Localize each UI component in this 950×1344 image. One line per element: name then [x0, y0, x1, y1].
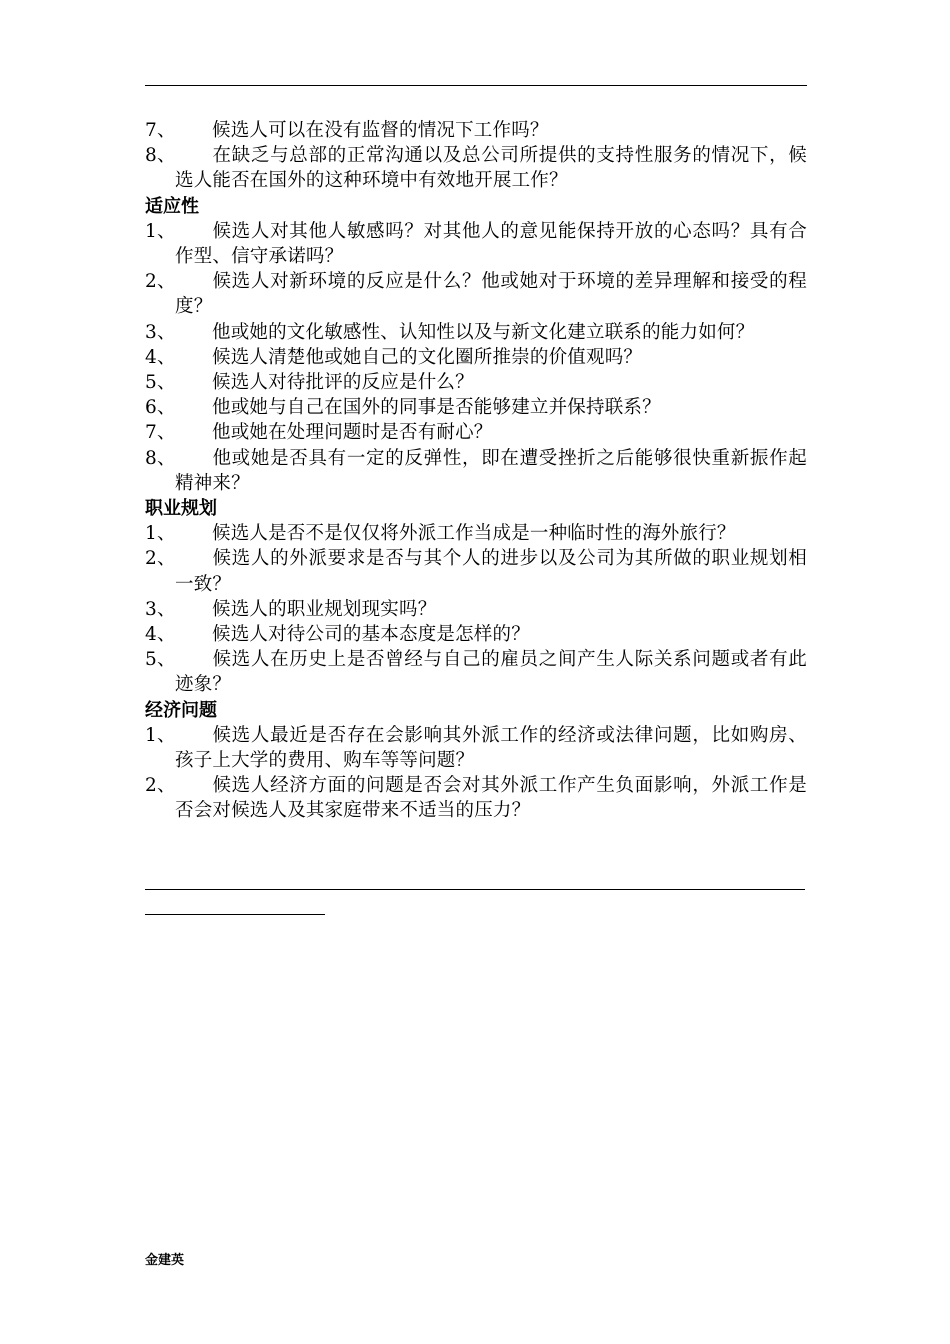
item-number: 8、	[145, 447, 176, 469]
list-item	[145, 420, 807, 445]
item-number: 2、	[145, 548, 176, 570]
list-item	[145, 345, 807, 370]
item-number: 6、	[145, 397, 176, 419]
item-number: 5、	[145, 372, 176, 394]
item-text: 他或她的文化敏感性、认知性以及与新文化建立联系的能力如何？	[212, 321, 755, 343]
list-item	[145, 395, 807, 420]
list-item	[145, 597, 807, 622]
header-rule	[145, 85, 807, 86]
item-text: 候选人的外派要求是否与其个人的进步以及公司为其所做的职业规划相一致？	[175, 548, 807, 595]
item-number: 7、	[145, 422, 176, 444]
list-item	[145, 320, 807, 345]
item-text: 候选人的职业规划现实吗？	[212, 598, 437, 620]
item-number: 4、	[145, 346, 176, 368]
item-text: 在缺乏与总部的正常沟通以及总公司所提供的支持性服务的情况下，候选人能否在国外的这种环境中有效地开展工作？	[175, 145, 807, 192]
item-number: 2、	[145, 775, 176, 797]
item-text: 候选人对新环境的反应是什么？他或她对于环境的差异理解和接受的程度？	[175, 271, 807, 318]
section-financial-issues	[145, 698, 807, 824]
list-item	[145, 219, 807, 269]
item-text: 候选人对待公司的基本态度是怎样的？	[212, 624, 530, 646]
item-text: 候选人对待批评的反应是什么？	[212, 372, 474, 394]
item-number: 3、	[145, 598, 176, 620]
item-number: 7、	[145, 120, 176, 141]
list-item	[145, 143, 807, 193]
section-heading: 职业规划	[145, 498, 217, 520]
item-text: 候选人可以在没有监督的情况下工作吗？	[212, 120, 549, 141]
list-item	[145, 446, 807, 496]
list-item	[145, 521, 807, 546]
list-item	[145, 622, 807, 647]
item-number: 1、	[145, 220, 176, 242]
item-text: 他或她是否具有一定的反弹性，即在遭受挫折之后能够很快重新振作起精神来？	[175, 447, 807, 494]
document-body	[145, 118, 807, 824]
section-heading: 经济问题	[145, 699, 217, 721]
item-number: 1、	[145, 724, 176, 746]
item-text: 候选人是否不是仅仅将外派工作当成是一种临时性的海外旅行？	[212, 523, 736, 545]
item-text: 他或她与自己在国外的同事是否能够建立并保持联系？	[212, 397, 661, 419]
section-heading: 适应性	[145, 195, 199, 217]
item-text: 候选人对其他人敏感吗？对其他人的意见能保持开放的心态吗？具有合作型、信守承诺吗？	[175, 220, 807, 268]
list-item	[145, 723, 807, 773]
list-item	[145, 118, 807, 143]
list-item	[145, 647, 807, 697]
item-number: 5、	[145, 649, 176, 671]
list-item	[145, 370, 807, 395]
item-number: 2、	[145, 271, 176, 293]
item-text: 候选人在历史上是否曾经与自己的雇员之间产生人际关系问题或者有此迹象？	[175, 649, 807, 696]
item-text: 候选人清楚他或她自己的文化圈所推崇的价值观吗？	[212, 346, 643, 368]
item-number: 3、	[145, 321, 176, 343]
item-number: 4、	[145, 624, 176, 646]
list-item	[145, 269, 807, 319]
item-text: 候选人经济方面的问题是否会对其外派工作产生负面影响，外派工作是否会对候选人及其家庭带来不适当的压力？	[175, 775, 807, 822]
footer-author: 金建英	[145, 1253, 185, 1268]
item-text: 候选人最近是否存在会影响其外派工作的经济或法律问题，比如购房、孩子上大学的费用、购车等等问题？	[175, 724, 807, 772]
item-number: 8、	[145, 145, 176, 167]
section-continuation	[145, 118, 807, 194]
item-number: 1、	[145, 523, 176, 545]
separator-rule	[145, 889, 805, 890]
footnote-rule	[145, 914, 325, 915]
item-text: 他或她在处理问题时是否有耐心？	[212, 422, 493, 444]
section-career-planning	[145, 496, 807, 698]
section-adaptability	[145, 194, 807, 496]
list-item	[145, 773, 807, 823]
list-item	[145, 546, 807, 596]
